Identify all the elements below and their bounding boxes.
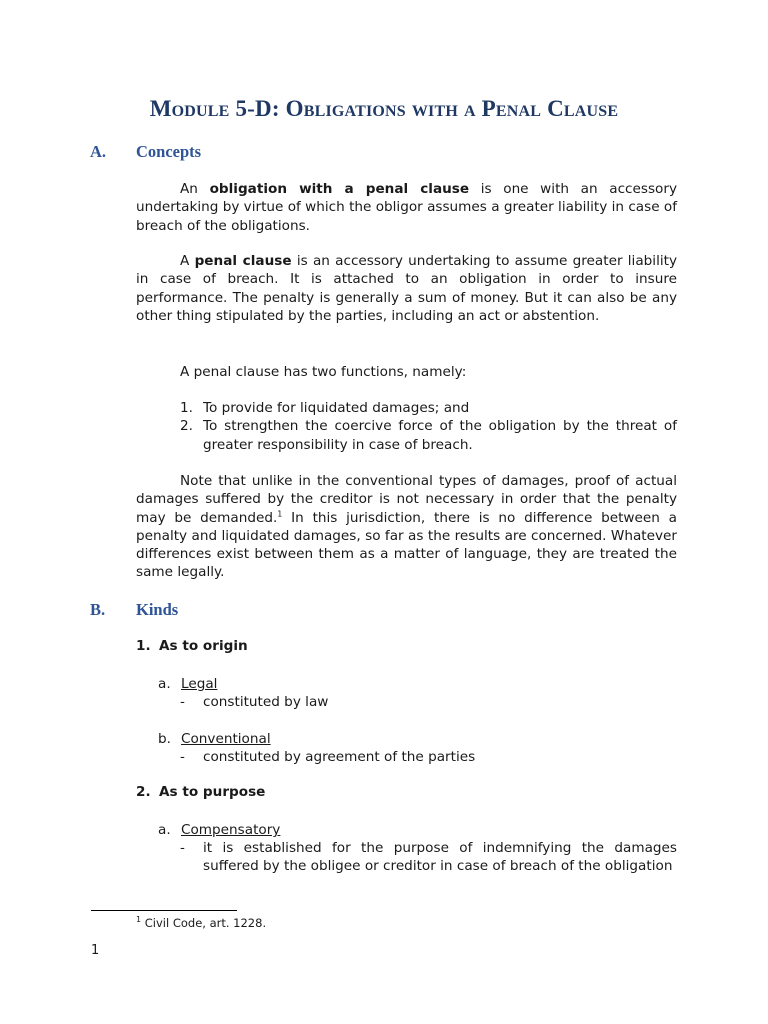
section-a-title: Concepts bbox=[136, 142, 202, 161]
list-number: 2. bbox=[180, 418, 193, 435]
footnote-reference: 1 bbox=[277, 509, 283, 519]
para3-text: A penal clause has two functions, namely: bbox=[180, 364, 467, 380]
section-b-title: Kinds bbox=[136, 600, 179, 619]
subitem-desc-text: it is established for the purpose of indemnifying the damages suffered by the obligee or creditor in case of breach of the obligation bbox=[203, 840, 677, 875]
list-number: 1. bbox=[180, 400, 193, 416]
section-b-heading bbox=[90, 600, 178, 620]
dash-bullet: - bbox=[180, 694, 185, 710]
subitem-conventional bbox=[158, 730, 271, 748]
subitem-label: Compensatory bbox=[181, 822, 281, 838]
list-text: To provide for liquidated damages; and bbox=[203, 400, 470, 416]
section-b-letter: B. bbox=[90, 600, 106, 619]
para4-post: In this jurisdiction, there is no difference between a penalty and liquidated damages, so far as the results are concerned. Whatever differences exist between them as a matter of language, they are treated the same legally. bbox=[136, 509, 678, 581]
subitem-letter: a. bbox=[158, 676, 171, 692]
page-number: 1 bbox=[91, 943, 100, 958]
para4-pre: Note that unlike in the conventional types of damages, proof of actual damages suffered by the creditor is not necessary in order that the penalty may be demanded. bbox=[136, 473, 677, 526]
para1-pre: An bbox=[180, 181, 210, 197]
dash-bullet: - bbox=[180, 749, 185, 765]
para2-pre: A bbox=[180, 253, 195, 269]
paragraph-functions-intro bbox=[136, 363, 677, 381]
kind-title: As to purpose bbox=[159, 784, 266, 800]
dash-bullet: - bbox=[180, 840, 185, 856]
footnote-mark: 1 bbox=[136, 915, 142, 925]
list-item bbox=[180, 417, 677, 454]
subitem-letter: b. bbox=[158, 731, 171, 747]
kind-number: 2. bbox=[136, 784, 151, 800]
subitem-desc-legal bbox=[180, 693, 677, 711]
paragraph-penal-clause bbox=[136, 252, 677, 325]
subitem-letter: a. bbox=[158, 822, 171, 838]
kind-heading-origin bbox=[136, 638, 248, 654]
kind-heading-purpose bbox=[136, 784, 265, 800]
footnote-separator bbox=[91, 910, 237, 911]
paragraph-definition bbox=[136, 180, 677, 235]
para2-bold-term: penal clause bbox=[194, 253, 292, 269]
subitem-label: Conventional bbox=[181, 731, 271, 747]
para1-bold-term: obligation with a penal clause bbox=[209, 181, 470, 197]
functions-list bbox=[180, 399, 677, 454]
kind-number: 1. bbox=[136, 638, 151, 654]
subitem-legal bbox=[158, 675, 217, 693]
subitem-desc-text: constituted by agreement of the parties bbox=[203, 749, 476, 765]
subitem-desc-conventional bbox=[180, 748, 677, 766]
subitem-label: Legal bbox=[181, 676, 218, 692]
section-a-heading bbox=[90, 142, 201, 162]
list-item bbox=[180, 399, 677, 417]
para1-post: is one with an accessory undertaking by virtue of which the obligor assumes a greater liability in case of breach of the obligations. bbox=[136, 181, 677, 234]
section-a-letter: A. bbox=[90, 142, 107, 161]
footnote-text: Civil Code, art. 1228. bbox=[141, 916, 267, 930]
kind-title: As to origin bbox=[159, 638, 248, 654]
subitem-compensatory bbox=[158, 821, 280, 839]
subitem-desc-text: constituted by law bbox=[203, 694, 329, 710]
page-title: Module 5-D: Obligations with a Penal Clause bbox=[149, 96, 619, 121]
subitem-desc-compensatory bbox=[180, 839, 677, 876]
list-text: To strengthen the coercive force of the obligation by the threat of greater responsibility in case of breach. bbox=[203, 418, 677, 453]
paragraph-note bbox=[136, 472, 677, 582]
footnote bbox=[136, 916, 266, 930]
para2-post: is an accessory undertaking to assume greater liability in case of breach. It is attached to an obligation in order to insure performance. The penalty is generally a sum of money. But it can also be any other thing stipulated by the parties, including an act or abstention. bbox=[136, 253, 677, 324]
